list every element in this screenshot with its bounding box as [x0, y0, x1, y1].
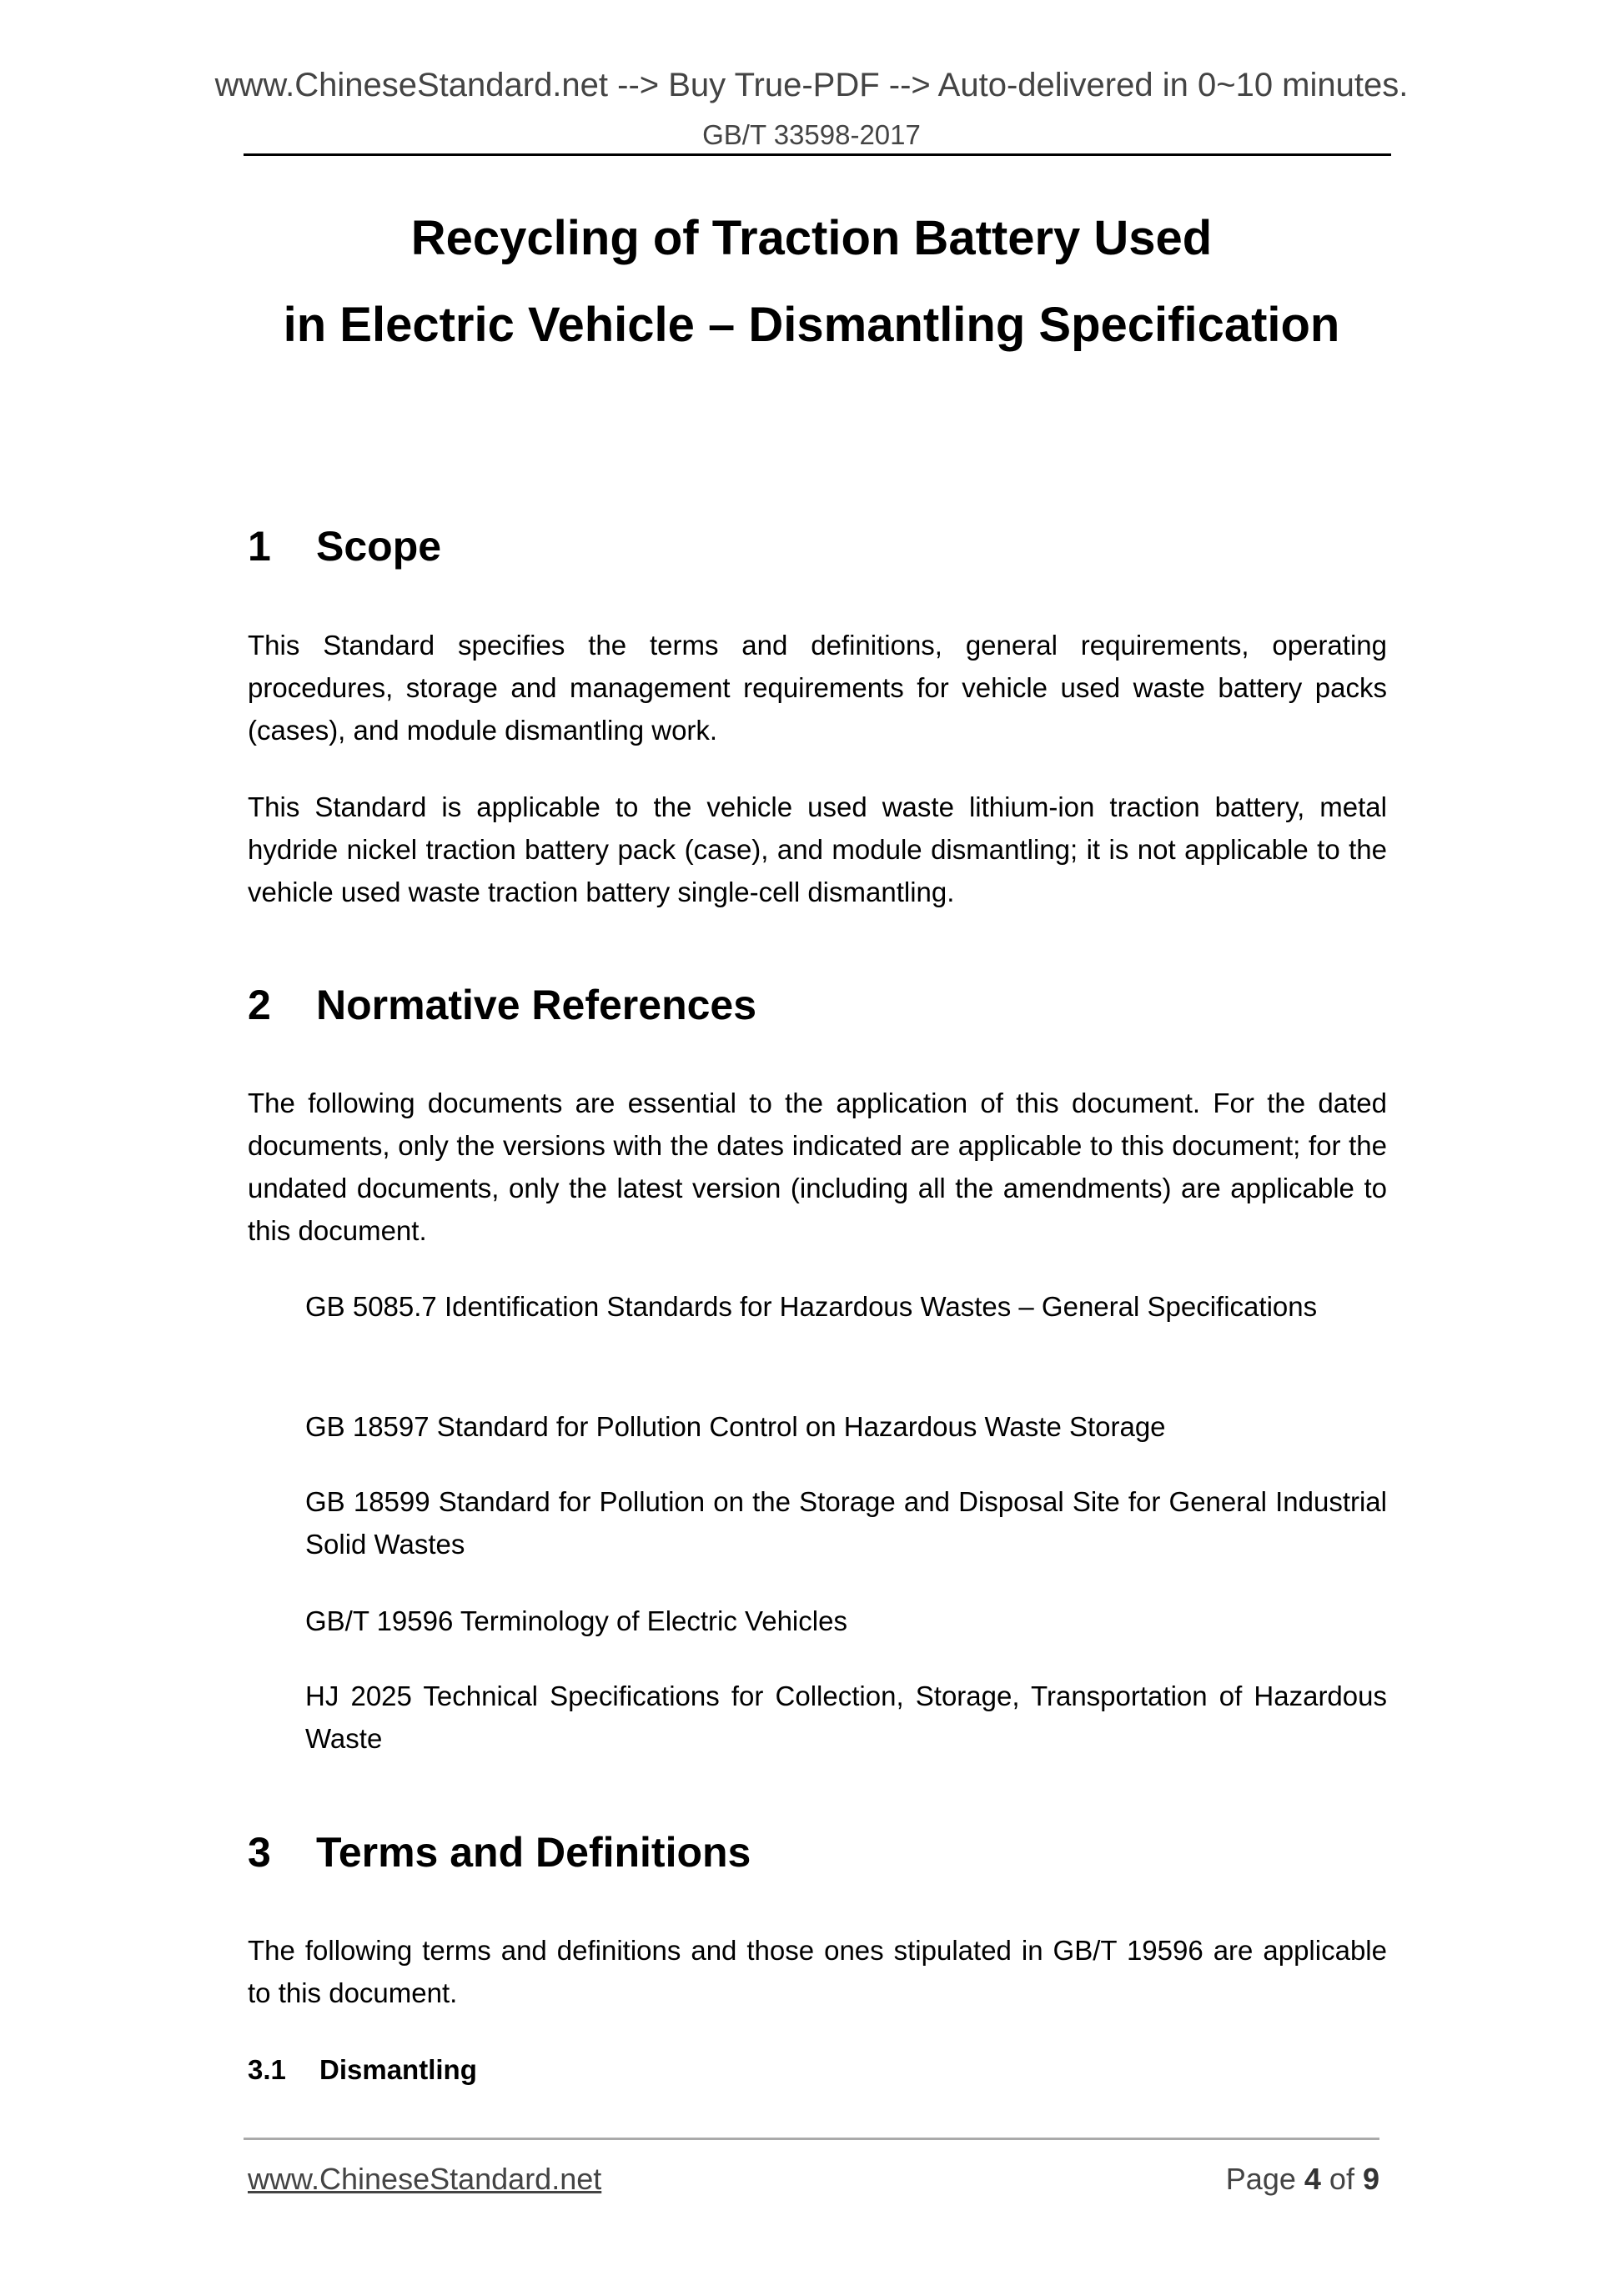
current-page: 4 — [1304, 2162, 1321, 2196]
subsection-heading — [248, 2054, 477, 2086]
reference-item: GB 5085.7 Identification Standards for Hazardous Wastes – General Specifications — [305, 1291, 1318, 1322]
section-number: 1 — [248, 523, 271, 570]
paragraph: The following documents are essential to the application of this document. For the dated documents, only the versions with the dates indicated are applicable to this document; for the undated documents, only the latest version (including all the amendments) are applicable to this document. — [248, 1088, 1387, 1246]
paragraph: This Standard specifies the terms and definitions, general requirements, operating procedures, storage and management requirements for vehicle used waste battery packs (cases), and module dismantling work. — [248, 630, 1387, 746]
subsection-number: 3.1 — [248, 2054, 286, 2085]
section-title: Scope — [316, 523, 442, 570]
header-divider — [244, 153, 1391, 156]
footer-divider — [244, 2138, 1379, 2140]
section-title: Terms and Definitions — [316, 1829, 751, 1876]
section-heading-scope — [248, 522, 441, 570]
header-banner: www.ChineseStandard.net --> Buy True-PDF --> Auto-delivered in 0~10 minutes. — [214, 67, 1409, 103]
reference-item: GB 18599 Standard for Pollution on the Storage and Disposal Site for General Industrial Solid Wastes — [305, 1486, 1387, 1560]
document-title-line1: Recycling of Traction Battery Used — [410, 211, 1213, 265]
reference-item: HJ 2025 Technical Specifications for Collection, Storage, Transportation of Hazardous Waste — [305, 1681, 1387, 1754]
paragraph: This Standard is applicable to the vehicle used waste lithium-ion traction battery, metal hydride nickel traction battery pack (case), and module dismantling; it is not applicable to the vehicle used waste traction battery single-cell dismantling. — [248, 791, 1387, 907]
standard-number: GB/T 33598-2017 — [702, 119, 921, 150]
page-label: Page — [1225, 2162, 1296, 2196]
page-indicator — [1226, 2162, 1379, 2197]
document-title-line2: in Electric Vehicle – Dismantling Specification — [283, 298, 1340, 352]
reference-item: GB 18597 Standard for Pollution Control on Hazardous Waste Storage — [305, 1411, 1166, 1442]
section-title: Normative References — [316, 982, 757, 1028]
subsection-title: Dismantling — [319, 2054, 477, 2085]
total-pages: 9 — [1362, 2162, 1379, 2196]
section-number: 2 — [248, 982, 271, 1028]
section-number: 3 — [248, 1829, 271, 1876]
paragraph: The following terms and definitions and those ones stipulated in GB/T 19596 are applicable to this document. — [248, 1935, 1387, 2008]
page-of-label: of — [1329, 2162, 1354, 2196]
section-heading-references — [248, 981, 756, 1029]
footer-link[interactable]: www.ChineseStandard.net — [248, 2162, 602, 2196]
reference-item: GB/T 19596 Terminology of Electric Vehicles — [305, 1605, 847, 1636]
section-heading-terms — [248, 1828, 751, 1876]
